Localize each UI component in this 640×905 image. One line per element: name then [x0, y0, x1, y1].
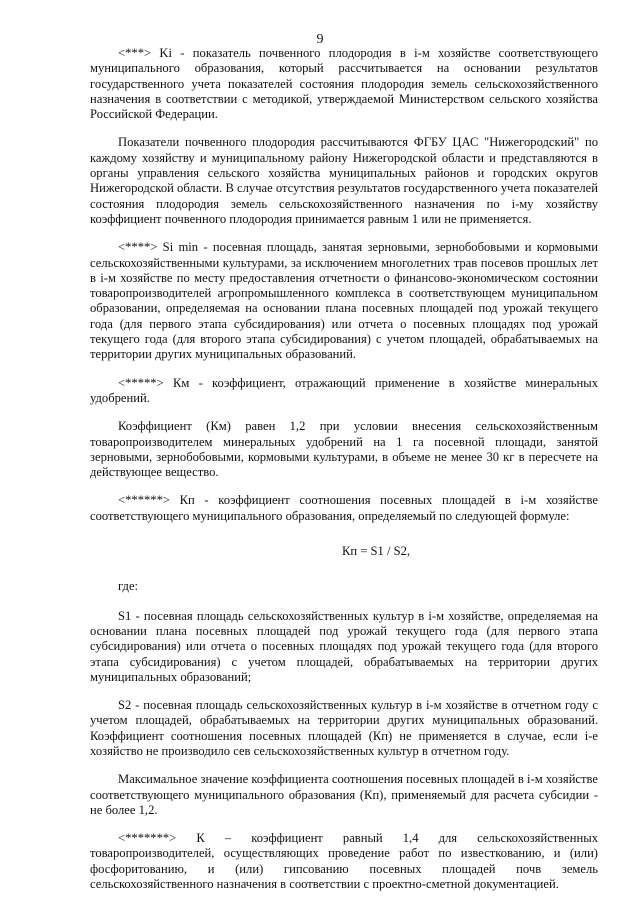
document-body — [90, 46, 598, 905]
paragraph-kp-footnote: <******> Кп - коэффициент соотношения посевных площадей в i-м хозяйстве соответствующего муниципального образования, определяемый по следующей формуле: — [90, 493, 598, 523]
paragraph-km-footnote: <*****> Км - коэффициент, отражающий применение в хозяйстве минеральных удобрений. — [90, 375, 598, 405]
paragraph-soil-fertility: Показатели почвенного плодородия рассчитываются ФГБУ ЦАС "Нижегородский" по каждому хозяйству и муниципальному району Нижегородской области и представляются в органы управления сельского хозяйства муниципальных районов и городских округов Нижегородской области. В случае отсутствия результатов государственного учета показателей состояния плодородия земель сельскохозяйственного назначения по i-му хозяйству коэффициент почвенного плодородия принимается равным 1 или не применяется. — [90, 135, 598, 226]
where-label: где: — [118, 579, 139, 594]
paragraph-s2-definition: S2 - посевная площадь сельскохозяйственных культур в i-м хозяйстве в отчетном году с учетом площадей, обрабатываемых на территории других муниципальных образований. Коэффициент соотношения посевных площадей (Кп) не применяется в случае, если i-е хозяйство не производило сев сельскохозяйственных культур в отчетном году. — [90, 698, 598, 758]
paragraph-kp-maximum: Максимальное значение коэффициента соотношения посевных площадей в i-м хозяйстве соответствующего муниципального образования (Кп), применяемый для расчета субсидии - не более 1,2. — [90, 772, 598, 817]
paragraph-km-value: Коэффициент (Км) равен 1,2 при условии внесения сельскохозяйственным товаропроизводителем минеральных удобрений на 1 га посевной площади, занятой зерновыми, зернобобовыми, кормовыми культурами, в объеме не менее 30 кг в пересчете на действующее вещество. — [90, 419, 598, 480]
paragraph-ki-footnote: <***> Ki - показатель почвенного плодородия в i-м хозяйстве соответствующего муниципального образования, который рассчитывается на основании результатов государственного учета показателей состояния плодородия земель сельскохозяйственного назначения в соответствии с методикой, утверждаемой Министерством сельского хозяйства Российской Федерации. — [90, 46, 598, 122]
formula-kp: Кп = S1 / S2, — [341, 544, 411, 559]
paragraph-si-min-footnote: <****> Si min - посевная площадь, занятая зерновыми, зернобобовыми и кормовыми сельскохозяйственными культурами, за исключением многолетних трав посевов прошлых лет в i-м хозяйстве по месту предоставления отчетности о финансово-экономическом состоянии товаропроизводителей агропромышленного комплекса в соответствующем муниципальном образовании, определяемая на основании плана посевных площадей под урожай текущего года (для первого этапа субсидирования) или отчета о посевных площадях под урожай текущего года (для второго этапа субсидирования) с учетом площадей, обрабатываемых на территории других муниципальных образований. — [90, 240, 598, 362]
paragraph-s1-definition: S1 - посевная площадь сельскохозяйственных культур в i-м хозяйстве, определяемая на основании плана посевных площадей под урожай текущего года (для первого этапа субсидирования) или отчета о посевных площадях под урожай текущего года (для второго этапа субсидирования) с учетом площадей, обрабатываемых на территории других муниципальных образований; — [90, 608, 598, 684]
paragraph-k-liming-footnote: <*******> К – коэффициент равный 1,4 для сельскохозяйственных товаропроизводителей, осуществляющих проведение работ по известкованию, и (или) фосфоритованию, и (или) гипсованию посевных площадей почв земель сельскохозяйственного назначения в соответствии с проектно-сметной документацией. — [90, 831, 598, 892]
page-number: 9 — [316, 32, 324, 47]
